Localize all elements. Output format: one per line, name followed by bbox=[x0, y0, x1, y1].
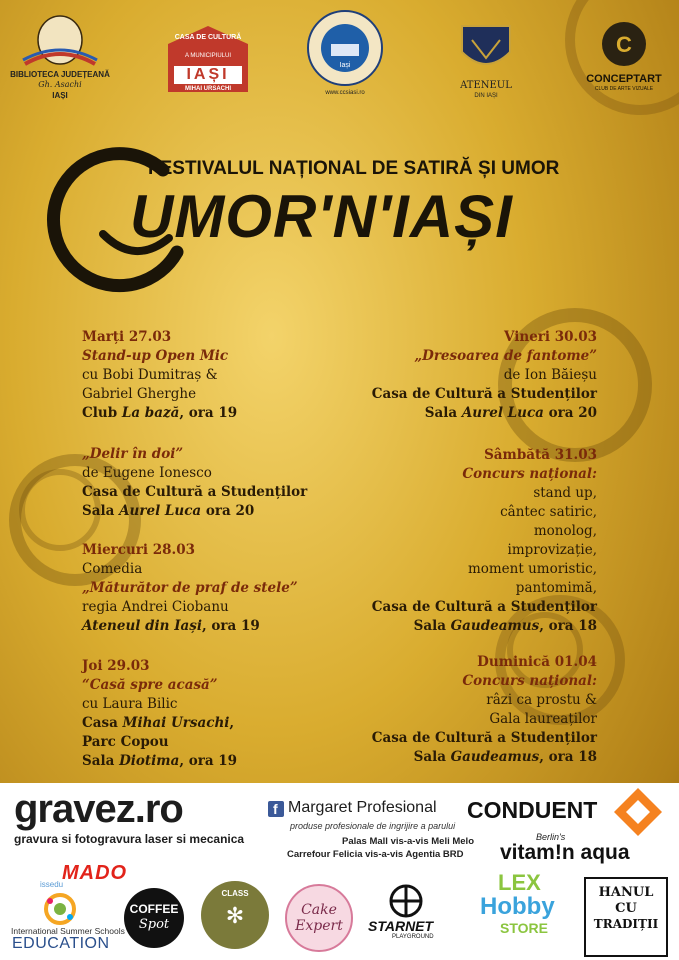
sponsor-vitamin: vitam!n aqua bbox=[500, 841, 630, 864]
event-title: „Măturător de praf de stele” bbox=[82, 580, 298, 596]
hanul-line2: CU bbox=[615, 901, 637, 916]
event-line: de Eugene Ionesco bbox=[82, 465, 212, 481]
event-venue: Casa de Cultură a Studenților bbox=[371, 599, 597, 615]
hanul-line3: TRADIȚII bbox=[593, 917, 659, 931]
event-item: Gala laureaților bbox=[489, 711, 597, 727]
sponsor-starnet: STARNET bbox=[368, 918, 434, 934]
event-venue: Casa de Cultură a Studenților bbox=[82, 484, 308, 500]
snowflake-icon: ✻ bbox=[225, 903, 245, 928]
event-date: Marți 27.03 bbox=[82, 329, 172, 345]
event-miercuri bbox=[82, 541, 298, 636]
class-logo bbox=[201, 881, 269, 949]
ateneul-line2: DIN IAȘI bbox=[474, 93, 498, 99]
event-date: Joi 29.03 bbox=[82, 658, 150, 674]
event-date: Miercuri 28.03 bbox=[82, 542, 196, 558]
sponsor-gravez: gravez.ro bbox=[14, 787, 183, 831]
sponsor-gravez-sub: gravura si fotogravura laser si mecanica bbox=[14, 832, 245, 846]
event-sambata bbox=[372, 446, 597, 636]
crest-icon bbox=[452, 18, 520, 78]
event-line: cu Laura Bilic bbox=[82, 696, 178, 712]
casa-line3: IAȘI bbox=[186, 66, 230, 83]
event-venue: Club La bază, ora 19 bbox=[82, 405, 238, 421]
sponsor-iss-l1: International Summer Schools bbox=[11, 926, 125, 936]
cake-line1: Cake bbox=[301, 902, 337, 918]
event-date: Vineri 30.03 bbox=[504, 329, 597, 345]
event-item: moment umoristic, bbox=[467, 561, 597, 577]
sponsor-margaret-l2: Carrefour Felicia vis-a-vis Agentia BRD bbox=[287, 849, 464, 860]
event-delir bbox=[82, 445, 307, 521]
sponsor-conduent: CONDUENT bbox=[467, 797, 598, 823]
event-item: stand up, bbox=[533, 485, 597, 501]
casa-line2: A MUNICIPIULUI bbox=[184, 53, 231, 59]
studentilor-iasi: Iași bbox=[339, 62, 351, 69]
sponsor-vitamin-small: Berlin's bbox=[536, 832, 566, 842]
iss-logo-icon bbox=[40, 891, 80, 927]
event-line: Gabriel Gherghe bbox=[82, 386, 197, 402]
hanul-line1: HANUL bbox=[598, 885, 654, 900]
sponsor-store: STORE bbox=[500, 920, 548, 936]
biblioteca-line2: Gh. Asachi bbox=[38, 80, 82, 89]
event-date: Sâmbătă 31.03 bbox=[484, 447, 597, 463]
coffee-spot-logo bbox=[124, 888, 184, 948]
event-date: Duminică 01.04 bbox=[477, 654, 597, 670]
event-item: cântec satiric, bbox=[500, 504, 597, 520]
event-item: monolog, bbox=[533, 523, 597, 539]
studentilor-url: www.ccsiasi.ro bbox=[325, 90, 365, 96]
event-marti bbox=[82, 328, 237, 423]
logo-ateneul bbox=[452, 18, 520, 104]
book-icon bbox=[5, 14, 115, 70]
hanul-logo bbox=[584, 877, 668, 957]
starnet-logo-icon bbox=[383, 884, 429, 918]
event-hall: Sala Aurel Luca ora 20 bbox=[82, 503, 255, 519]
event-hall: Sala Gaudeamus, ora 18 bbox=[413, 618, 597, 634]
event-vineri bbox=[372, 328, 597, 423]
sponsor-mado: MADO bbox=[62, 862, 128, 884]
svg-text:C: C bbox=[616, 32, 632, 57]
event-title: Concurs național: bbox=[462, 673, 597, 689]
cake-line2: Expert bbox=[295, 918, 343, 934]
event-title: „Dresoarea de fantome” bbox=[414, 348, 597, 364]
sponsor-margaret: Margaret Profesional bbox=[288, 799, 437, 816]
event-park: Parc Copou bbox=[82, 734, 169, 750]
event-line: de Ion Băieșu bbox=[503, 367, 597, 383]
event-title: “Casă spre acasă” bbox=[82, 677, 218, 693]
coffee-line1: COFFEE bbox=[129, 902, 179, 916]
event-title: „Delir în doi” bbox=[82, 446, 184, 462]
casa-line1: CASA DE CULTURĂ bbox=[174, 34, 242, 41]
sponsor-margaret-sub: produse profesionale de ingrijire a parului bbox=[290, 821, 456, 831]
coffee-line2: Spot bbox=[138, 917, 170, 932]
class-label: CLASS bbox=[221, 889, 249, 898]
ateneul-line1: ATENEUL bbox=[460, 80, 512, 91]
event-line: Comedia bbox=[82, 561, 143, 577]
event-venue: Casa de Cultură a Studenților bbox=[371, 386, 597, 402]
conceptart-icon bbox=[582, 18, 666, 70]
biblioteca-line1: BIBLIOTECA JUDEȚEANĂ bbox=[10, 70, 110, 79]
logo-conceptart bbox=[582, 18, 666, 104]
sponsor-starnet-sub: PLAYGROUND bbox=[392, 934, 434, 940]
casa-line4: MIHAI URSACHI bbox=[185, 86, 231, 92]
cake-expert-logo bbox=[285, 884, 353, 952]
event-item: improvizație, bbox=[507, 542, 597, 558]
event-duminica bbox=[372, 653, 597, 767]
event-venue: Casa Mihai Ursachi, bbox=[82, 715, 235, 731]
conduent-logo-icon bbox=[612, 786, 664, 838]
logo-biblioteca bbox=[5, 14, 115, 104]
event-joi bbox=[82, 657, 237, 771]
event-item: pantomimă, bbox=[515, 580, 597, 596]
event-line: cu Bobi Dumitraș & bbox=[82, 367, 218, 383]
festival-title: UMOR'N'IAȘI bbox=[130, 183, 513, 250]
event-item: râzi ca prostu & bbox=[486, 692, 597, 708]
biblioteca-line3: IAȘI bbox=[52, 91, 68, 100]
sponsor-hobby: Hobby bbox=[480, 893, 555, 920]
event-hall: Sala Aurel Luca ora 20 bbox=[424, 405, 597, 421]
sponsor-margaret-l1: Palas Mall vis-a-vis Meli Melo bbox=[342, 836, 474, 847]
event-hall: Sala Gaudeamus, ora 18 bbox=[413, 749, 597, 765]
sponsor-iss-top: issedu bbox=[40, 880, 64, 889]
festival-subtitle: FESTIVALUL NAȚIONAL DE SATIRĂ ȘI UMOR bbox=[148, 158, 560, 179]
logo-casa-studentilor bbox=[305, 8, 385, 98]
event-line: regia Andrei Ciobanu bbox=[82, 599, 229, 615]
event-hall: Sala Diotima, ora 19 bbox=[82, 753, 238, 769]
logo-casa-cultura bbox=[160, 22, 256, 98]
event-title: Stand-up Open Mic bbox=[82, 348, 229, 364]
event-venue: Casa de Cultură a Studenților bbox=[371, 730, 597, 746]
sponsor-lex: LEX bbox=[498, 870, 541, 895]
event-title: Concurs național: bbox=[462, 466, 597, 482]
facebook-icon: f bbox=[268, 801, 284, 817]
conceptart-line2: CLUB DE ARTE VIZUALE bbox=[594, 86, 654, 92]
conceptart-line1: CONCEPTART bbox=[586, 73, 662, 85]
event-venue: Ateneul din Iași, ora 19 bbox=[82, 618, 260, 634]
sponsor-iss-l2: EDUCATION bbox=[12, 935, 110, 952]
